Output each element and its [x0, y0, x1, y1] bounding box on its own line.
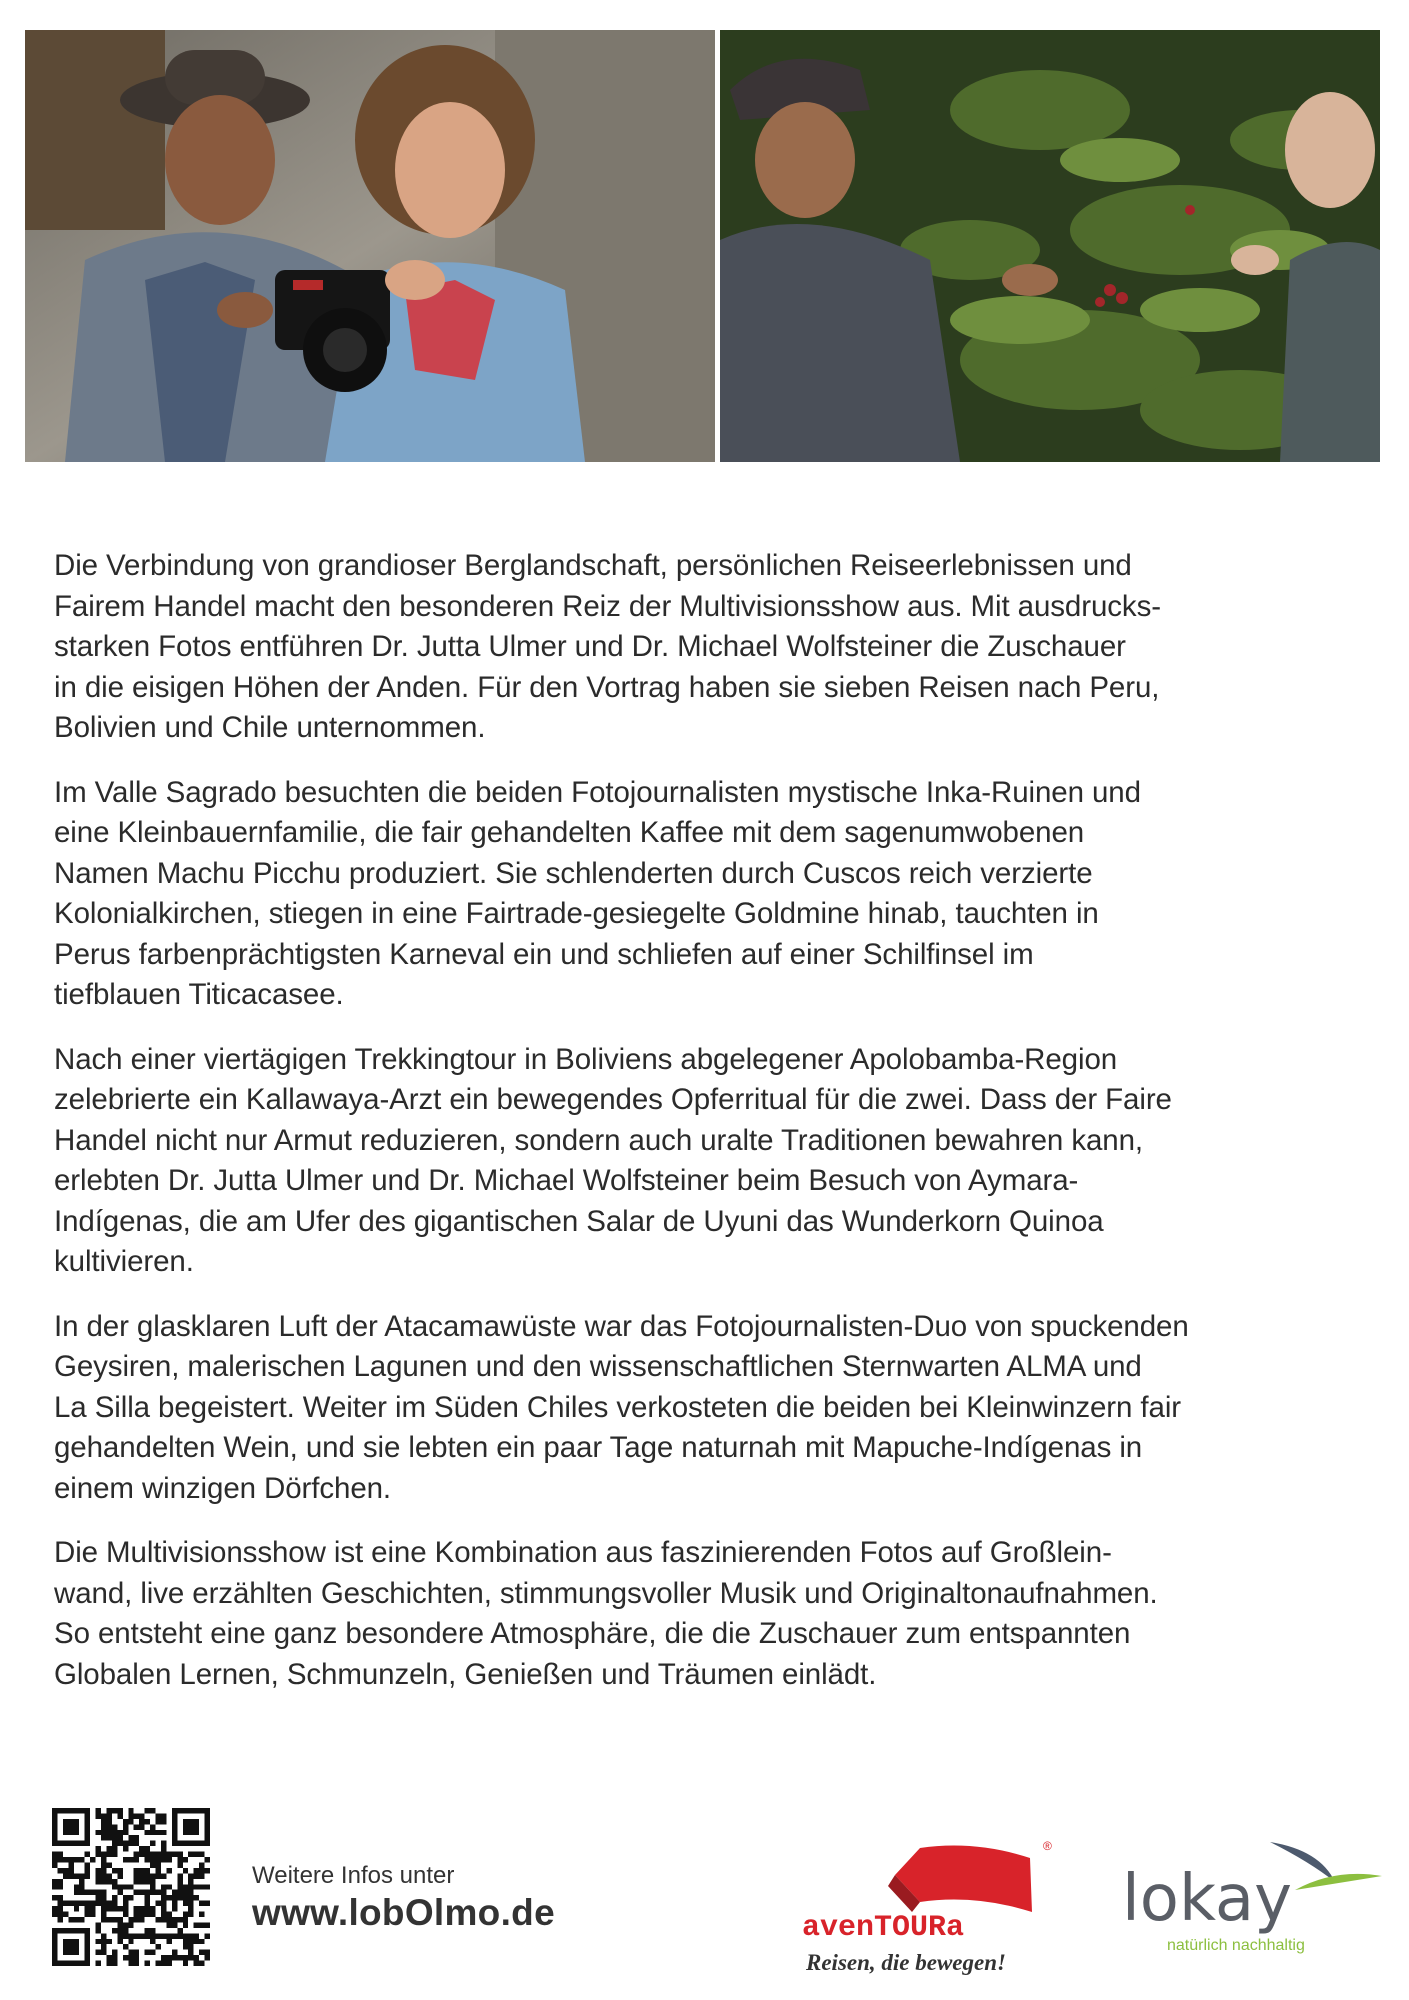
text-line: kultivieren.: [54, 1245, 194, 1278]
photo-coffee-harvest: [720, 30, 1380, 462]
aventoura-logo: [800, 1820, 1065, 1980]
photo-women-with-camera: [25, 30, 715, 462]
text-line: erlebten Dr. Jutta Ulmer und Dr. Michael Wolfsteiner beim Besuch von Aymara-: [54, 1164, 1079, 1197]
text-line: Fairem Handel macht den besonderen Reiz der Multivisionsshow aus. Mit ausdrucks-: [54, 589, 1161, 623]
text-line: Die Multivisionsshow ist eine Kombination aus faszinierenden Fotos auf Großlein-: [54, 1536, 1112, 1569]
text-line: Kolonialkirchen, stiegen in eine Fairtrade-gesiegelte Goldmine hinab, tauchten in: [54, 897, 1099, 930]
website-link[interactable]: www.lobOlmo.de: [252, 1892, 555, 1933]
text-line: Im Valle Sagrado besuchten die beiden Fotojournalisten mystische Inka-Ruinen und: [54, 775, 1141, 809]
lokay-leaf-green-icon: [1295, 1874, 1382, 1890]
text-line: Die Verbindung von grandioser Berglandschaft, persönlichen Reiseerlebnissen und: [54, 549, 1132, 582]
text-line: einem winzigen Dörfchen.: [54, 1471, 392, 1505]
text-line: Bolivien und Chile unternommen.: [54, 711, 486, 744]
text-line: wand, live erzählten Geschichten, stimmungsvoller Musik und Originaltonaufnahmen.: [54, 1576, 1158, 1610]
text-line: gehandelten Wein, und sie lebten ein paar Tage naturnah mit Mapuche-Indígenas in: [54, 1431, 1143, 1464]
text-line: Perus farbenprächtigsten Karneval ein und schliefen auf einer Schilfinsel im: [54, 937, 1034, 971]
text-line: eine Kleinbauernfamilie, die fair gehandelten Kaffee mit dem sagenumwobenen: [54, 816, 1085, 849]
text-line: In der glasklaren Luft der Atacamawüste war das Fotojournalisten-Duo von spuckenden: [54, 1309, 1189, 1343]
text-line: La Silla begeistert. Weiter im Süden Chiles verkosteten die beiden bei Kleinwinzern fair: [54, 1390, 1182, 1424]
text-line: zelebrierte ein Kallawaya-Arzt ein bewegendes Opferritual für die zwei. Dass der Faire: [54, 1083, 1172, 1116]
lokay-logo: [1120, 1820, 1390, 1970]
more-info: [252, 1862, 555, 1934]
aventoura-registered-mark: ®: [1043, 1839, 1052, 1853]
text-line: Geysiren, malerischen Lagunen und den wissenschaftlichen Sternwarten ALMA und: [54, 1350, 1142, 1383]
text-line: Globalen Lernen, Schmunzeln, Genießen und Träumen einlädt.: [54, 1657, 877, 1691]
aventoura-slogan: Reisen, die bewegen!: [806, 1950, 1006, 1975]
aventoura-name: avenTOURa: [802, 1911, 965, 1945]
paragraph-bolivia: [54, 1040, 1374, 1283]
paragraph-chile: [54, 1307, 1374, 1510]
paragraph-show: [54, 1533, 1374, 1695]
lokay-name: lokay: [1122, 1862, 1292, 1936]
text-line: starken Fotos entführen Dr. Jutta Ulmer und Dr. Michael Wolfsteiner die Zuschauer: [54, 630, 1126, 663]
paragraph-intro: [54, 546, 1374, 749]
text-line: Nach einer viertägigen Trekkingtour in Boliviens abgelegener Apolobamba-Region: [54, 1042, 1118, 1076]
qr-code-icon: [52, 1808, 210, 1966]
qr-code[interactable]: [52, 1808, 210, 1966]
text-line: in die eisigen Höhen der Anden. Für den Vortrag haben sie sieben Reisen nach Peru,: [54, 670, 1160, 704]
paragraph-peru: [54, 773, 1374, 1016]
text-line: tiefblauen Titicacasee.: [54, 978, 344, 1011]
body-text: [54, 546, 1374, 1719]
lokay-slogan: natürlich nachhaltig: [1167, 1937, 1305, 1954]
text-line: Namen Machu Picchu produziert. Sie schlenderten durch Cuscos reich verzierte: [54, 856, 1093, 890]
more-info-label: Weitere Infos unter: [252, 1862, 455, 1889]
text-line: Indígenas, die am Ufer des gigantischen Salar de Uyuni das Wunderkorn Quinoa: [54, 1204, 1104, 1238]
text-line: Handel nicht nur Armut reduzieren, sondern auch uralte Traditionen bewahren kann,: [54, 1123, 1143, 1157]
text-line: So entsteht eine ganz besondere Atmosphäre, die die Zuschauer zum entspannten: [54, 1617, 1131, 1650]
